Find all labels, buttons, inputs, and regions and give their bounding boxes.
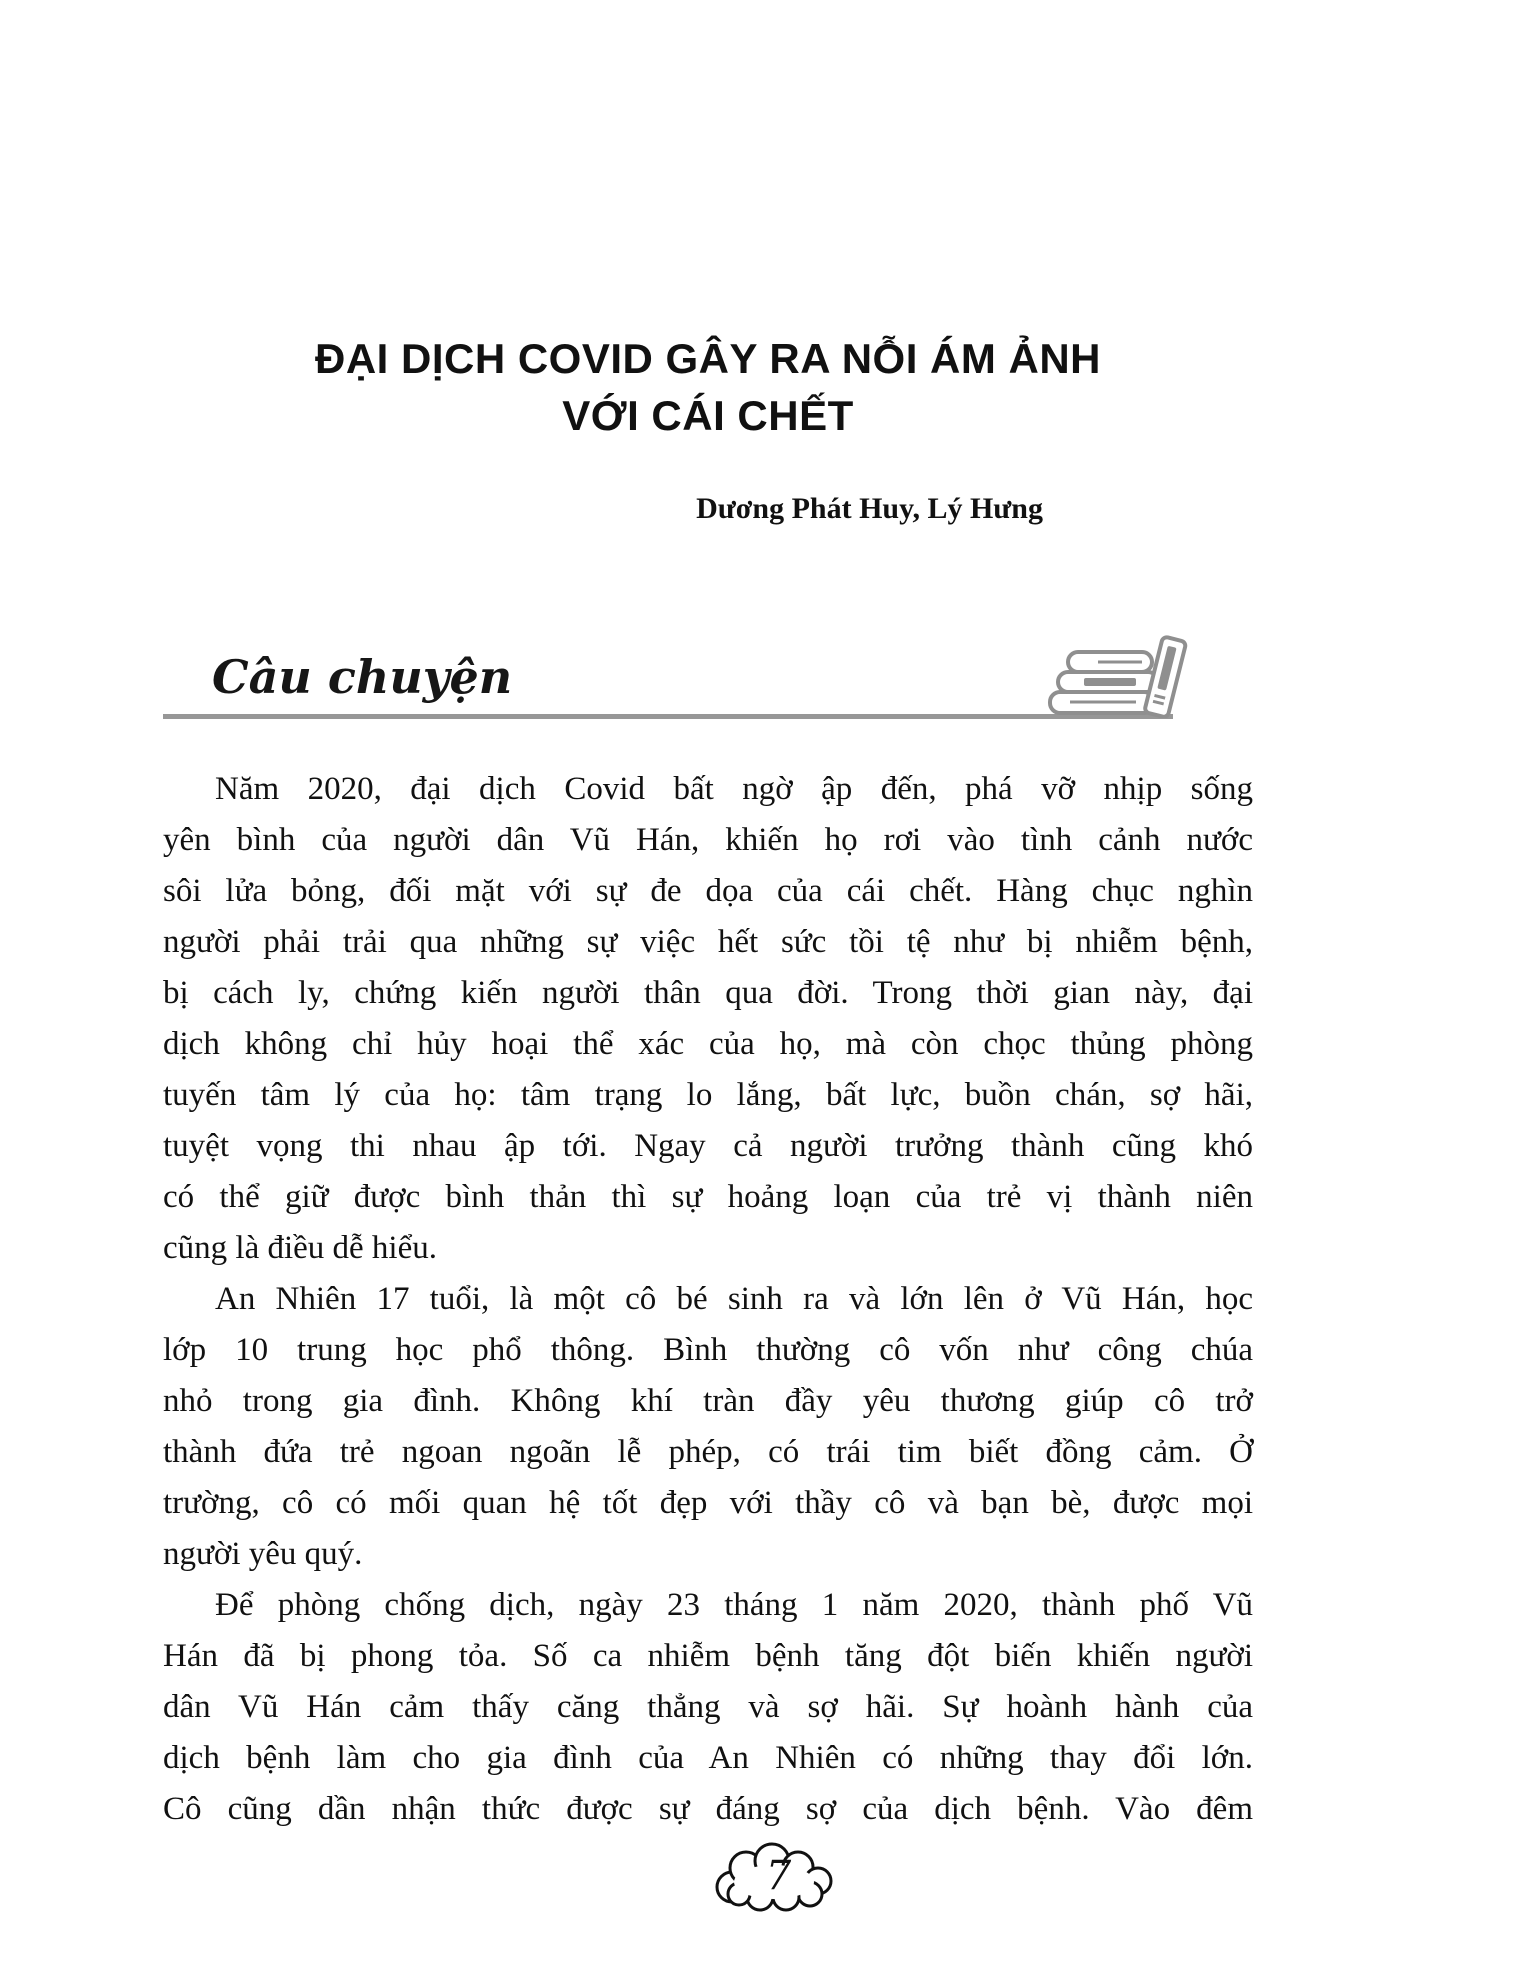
paragraph-line: An Nhiên 17 tuổi, là một cô bé sinh ra và lớn lên ở Vũ Hán, học [215, 1281, 1253, 1317]
paragraph-line: dịch không chỉ hủy hoại thể xác của họ, mà còn chọc thủng phòng [163, 1026, 1253, 1062]
paragraph-line: tuyến tâm lý của họ: tâm trạng lo lắng, bất lực, buồn chán, sợ hãi, [163, 1077, 1253, 1113]
paragraph-line: yên bình của người dân Vũ Hán, khiến họ rơi vào tình cảnh nước [163, 822, 1253, 858]
books-icon [1036, 632, 1188, 718]
page-number-cloud [706, 1841, 851, 1913]
paragraph-line: Năm 2020, đại dịch Covid bất ngờ ập đến, phá vỡ nhịp sống [215, 771, 1253, 807]
paragraph-line: sôi lửa bỏng, đối mặt với sự đe dọa của cái chết. Hàng chục nghìn [163, 873, 1253, 909]
paragraph-line: cũng là điều dễ hiểu. [163, 1230, 437, 1266]
paragraph-line: Để phòng chống dịch, ngày 23 tháng 1 năm 2020, thành phố Vũ [215, 1587, 1253, 1623]
author-byline: Dương Phát Huy, Lý Hưng [696, 492, 1043, 525]
paragraph-line: có thể giữ được bình thản thì sự hoảng loạn của trẻ vị thành niên [163, 1179, 1253, 1215]
section-rule [163, 714, 1173, 719]
page-number: 7 [765, 1853, 792, 1899]
page-title [163, 330, 1253, 444]
paragraph-line: lớp 10 trung học phổ thông. Bình thường cô vốn như công chúa [163, 1332, 1253, 1368]
paragraph-line: bị cách ly, chứng kiến người thân qua đời. Trong thời gian này, đại [163, 975, 1253, 1011]
title-line-1: ĐẠI DỊCH COVID GÂY RA NỖI ÁM ẢNH [314, 335, 1102, 382]
paragraph-line: tuyệt vọng thi nhau ập tới. Ngay cả người trưởng thành cũng khó [163, 1128, 1253, 1164]
paragraph-line: người yêu quý. [163, 1536, 363, 1572]
paragraph-line: Cô cũng dần nhận thức được sự đáng sợ của dịch bệnh. Vào đêm [163, 1791, 1253, 1827]
paragraph-line: Hán đã bị phong tỏa. Số ca nhiễm bệnh tăng đột biến khiến người [163, 1638, 1253, 1674]
paragraph-line: dân Vũ Hán cảm thấy căng thẳng và sợ hãi. Sự hoành hành của [163, 1689, 1253, 1725]
title-line-2: VỚI CÁI CHẾT [562, 392, 854, 439]
story-text [163, 764, 1253, 1835]
paragraph-line: dịch bệnh làm cho gia đình của An Nhiên có những thay đổi lớn. [163, 1740, 1253, 1776]
paragraph-line: trường, cô có mối quan hệ tốt đẹp với thầy cô và bạn bè, được mọi [163, 1485, 1253, 1521]
paragraph-line: nhỏ trong gia đình. Không khí tràn đầy yêu thương giúp cô trở [163, 1383, 1253, 1419]
section-heading: Câu chuyện [212, 650, 513, 704]
paragraph-line: người phải trải qua những sự việc hết sức tồi tệ như bị nhiễm bệnh, [163, 924, 1253, 960]
paragraph-line: thành đứa trẻ ngoan ngoãn lễ phép, có trái tim biết đồng cảm. Ở [163, 1434, 1253, 1470]
